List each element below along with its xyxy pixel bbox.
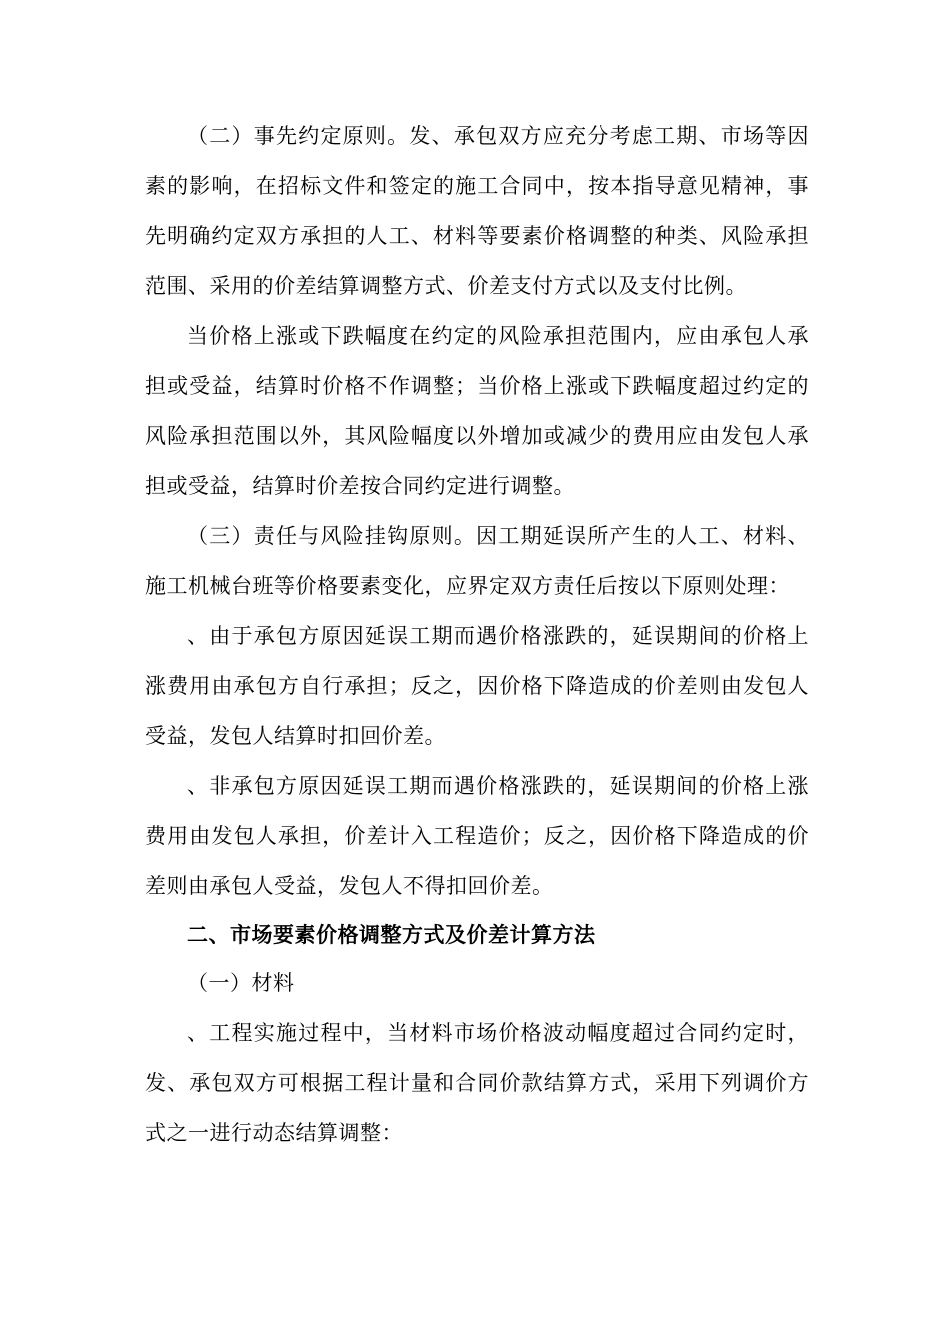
- paragraph-material-price-adjustment: 、工程实施过程中，当材料市场价格波动幅度超过合同约定时，发、承包双方可根据工程计量和合同价款结算方式，采用下列调价方式之一进行动态结算调整：: [145, 1021, 809, 1145]
- paragraph-advance-agreement-principle: （二）事先约定原则。发、承包双方应充分考虑工期、市场等因素的影响，在招标文件和签定的施工合同中，按本指导意见精神，事先明确约定双方承担的人工、材料等要素价格调整的种类、风险承担范围、采用的价差结算调整方式、价差支付方式以及支付比例。: [145, 124, 809, 298]
- paragraph-contractor-delay: 、由于承包方原因延误工期而遇价格涨跌的，延误期间的价格上涨费用由承包方自行承担；反之，因价格下降造成的价差则由发包人受益，发包人结算时扣回价差。: [145, 624, 809, 748]
- paragraph-price-risk-range: 当价格上涨或下跌幅度在约定的风险承担范围内，应由承包人承担或受益，结算时价格不作调整；当价格上涨或下跌幅度超过约定的风险承担范围以外，其风险幅度以外增加或减少的费用应由发包人承担或受益，结算时价差按合同约定进行调整。: [145, 324, 809, 498]
- subheading-materials: （一）材料: [187, 971, 295, 995]
- paragraph-non-contractor-delay: 、非承包方原因延误工期而遇价格涨跌的，延误期间的价格上涨费用由发包人承担，价差计入工程造价；反之，因价格下降造成的价差则由承包人受益，发包人不得扣回价差。: [145, 774, 809, 898]
- paragraph-responsibility-risk-principle: （三）责任与风险挂钩原则。因工期延误所产生的人工、材料、施工机械台班等价格要素变化，应界定双方责任后按以下原则处理：: [145, 524, 809, 598]
- section-heading-price-adjustment: 二、市场要素价格调整方式及价差计算方法: [187, 922, 596, 947]
